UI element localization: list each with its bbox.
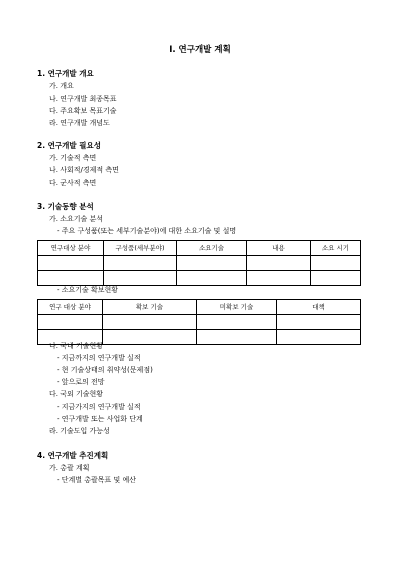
tech-status-table: [37, 299, 361, 345]
table-cell: [277, 315, 361, 330]
table-cell: [311, 271, 361, 286]
table-header-cell: 내용: [247, 241, 311, 256]
s1-item: 다. 주요확보 목표기술: [49, 107, 117, 115]
table-cell: [103, 315, 197, 330]
table-cell: [38, 271, 104, 286]
table-header-cell: 연구 대상 분야: [38, 300, 103, 315]
section-3-heading: 3. 기술동향 분석: [37, 202, 94, 211]
s4-note: - 단계별 총괄목표 및 예산: [57, 476, 137, 484]
s3-note: - 주요 구성품(또는 세부기술분야)에 대한 소요기술 및 설명: [57, 227, 237, 235]
table-cell: [197, 330, 277, 345]
table-cell: [104, 256, 177, 271]
s1-item: 라. 연구개발 개념도: [49, 119, 110, 127]
table-header-cell: 연구대상 분야: [38, 241, 104, 256]
s1-item: 나. 연구개발 최종목표: [49, 95, 117, 103]
table-row: [38, 271, 361, 286]
table-header-row: [38, 300, 361, 315]
s4-subheading: 가. 총괄 계획: [49, 464, 90, 472]
document-title: I. 연구개발 계획: [169, 45, 231, 55]
table-cell: [177, 256, 247, 271]
s3-item: - 현 기술상태의 취약성(문제점): [57, 366, 153, 374]
s3-note: - 소요기술 확보현황: [57, 286, 119, 294]
required-tech-table: [37, 240, 361, 286]
section-4-heading: 4. 연구개발 추진계획: [37, 451, 109, 460]
section-1-heading: 1. 연구개발 개요: [37, 69, 94, 78]
s3-subheading: 다. 국외 기술현황: [49, 390, 104, 398]
table-cell: [104, 271, 177, 286]
s3-item: - 앞으로의 전망: [57, 378, 105, 386]
table-header-cell: 소요 시기: [311, 241, 361, 256]
table-header-cell: 소요기술: [177, 241, 247, 256]
table-cell: [247, 256, 311, 271]
section-2-heading: 2. 연구개발 필요성: [37, 141, 102, 150]
table-cell: [103, 330, 197, 345]
s3-item: - 연구개발 또는 사업화 단계: [57, 415, 143, 423]
s2-item: 나. 사회적/경제적 측면: [49, 166, 119, 174]
s1-item: 가. 개요: [49, 82, 74, 90]
table-header-cell: 확보 기술: [103, 300, 197, 315]
table-cell: [311, 256, 361, 271]
s3-item: - 지금까지의 연구개발 실적: [57, 354, 141, 362]
s3-subheading: 가. 소요기술 분석: [49, 215, 104, 223]
table-cell: [247, 271, 311, 286]
table-row: [38, 315, 361, 330]
table-row: [38, 256, 361, 271]
table-header-row: [38, 241, 361, 256]
table-header-cell: 미확보 기술: [197, 300, 277, 315]
s3-subheading: 나. 국내 기술현황: [49, 342, 104, 350]
table-cell: [38, 256, 104, 271]
table-cell: [177, 271, 247, 286]
table-header-cell: 구성품(세부분야): [104, 241, 177, 256]
table-cell: [277, 330, 361, 345]
table-cell: [38, 315, 103, 330]
s3-item: - 지금가지의 연구개발 실적: [57, 403, 141, 411]
table-cell: [197, 315, 277, 330]
s2-item: 다. 군사적 측면: [49, 179, 97, 187]
table-header-cell: 대책: [277, 300, 361, 315]
s2-item: 가. 기술적 측면: [49, 154, 97, 162]
s3-subheading: 라. 기술도입 가능성: [49, 427, 110, 435]
